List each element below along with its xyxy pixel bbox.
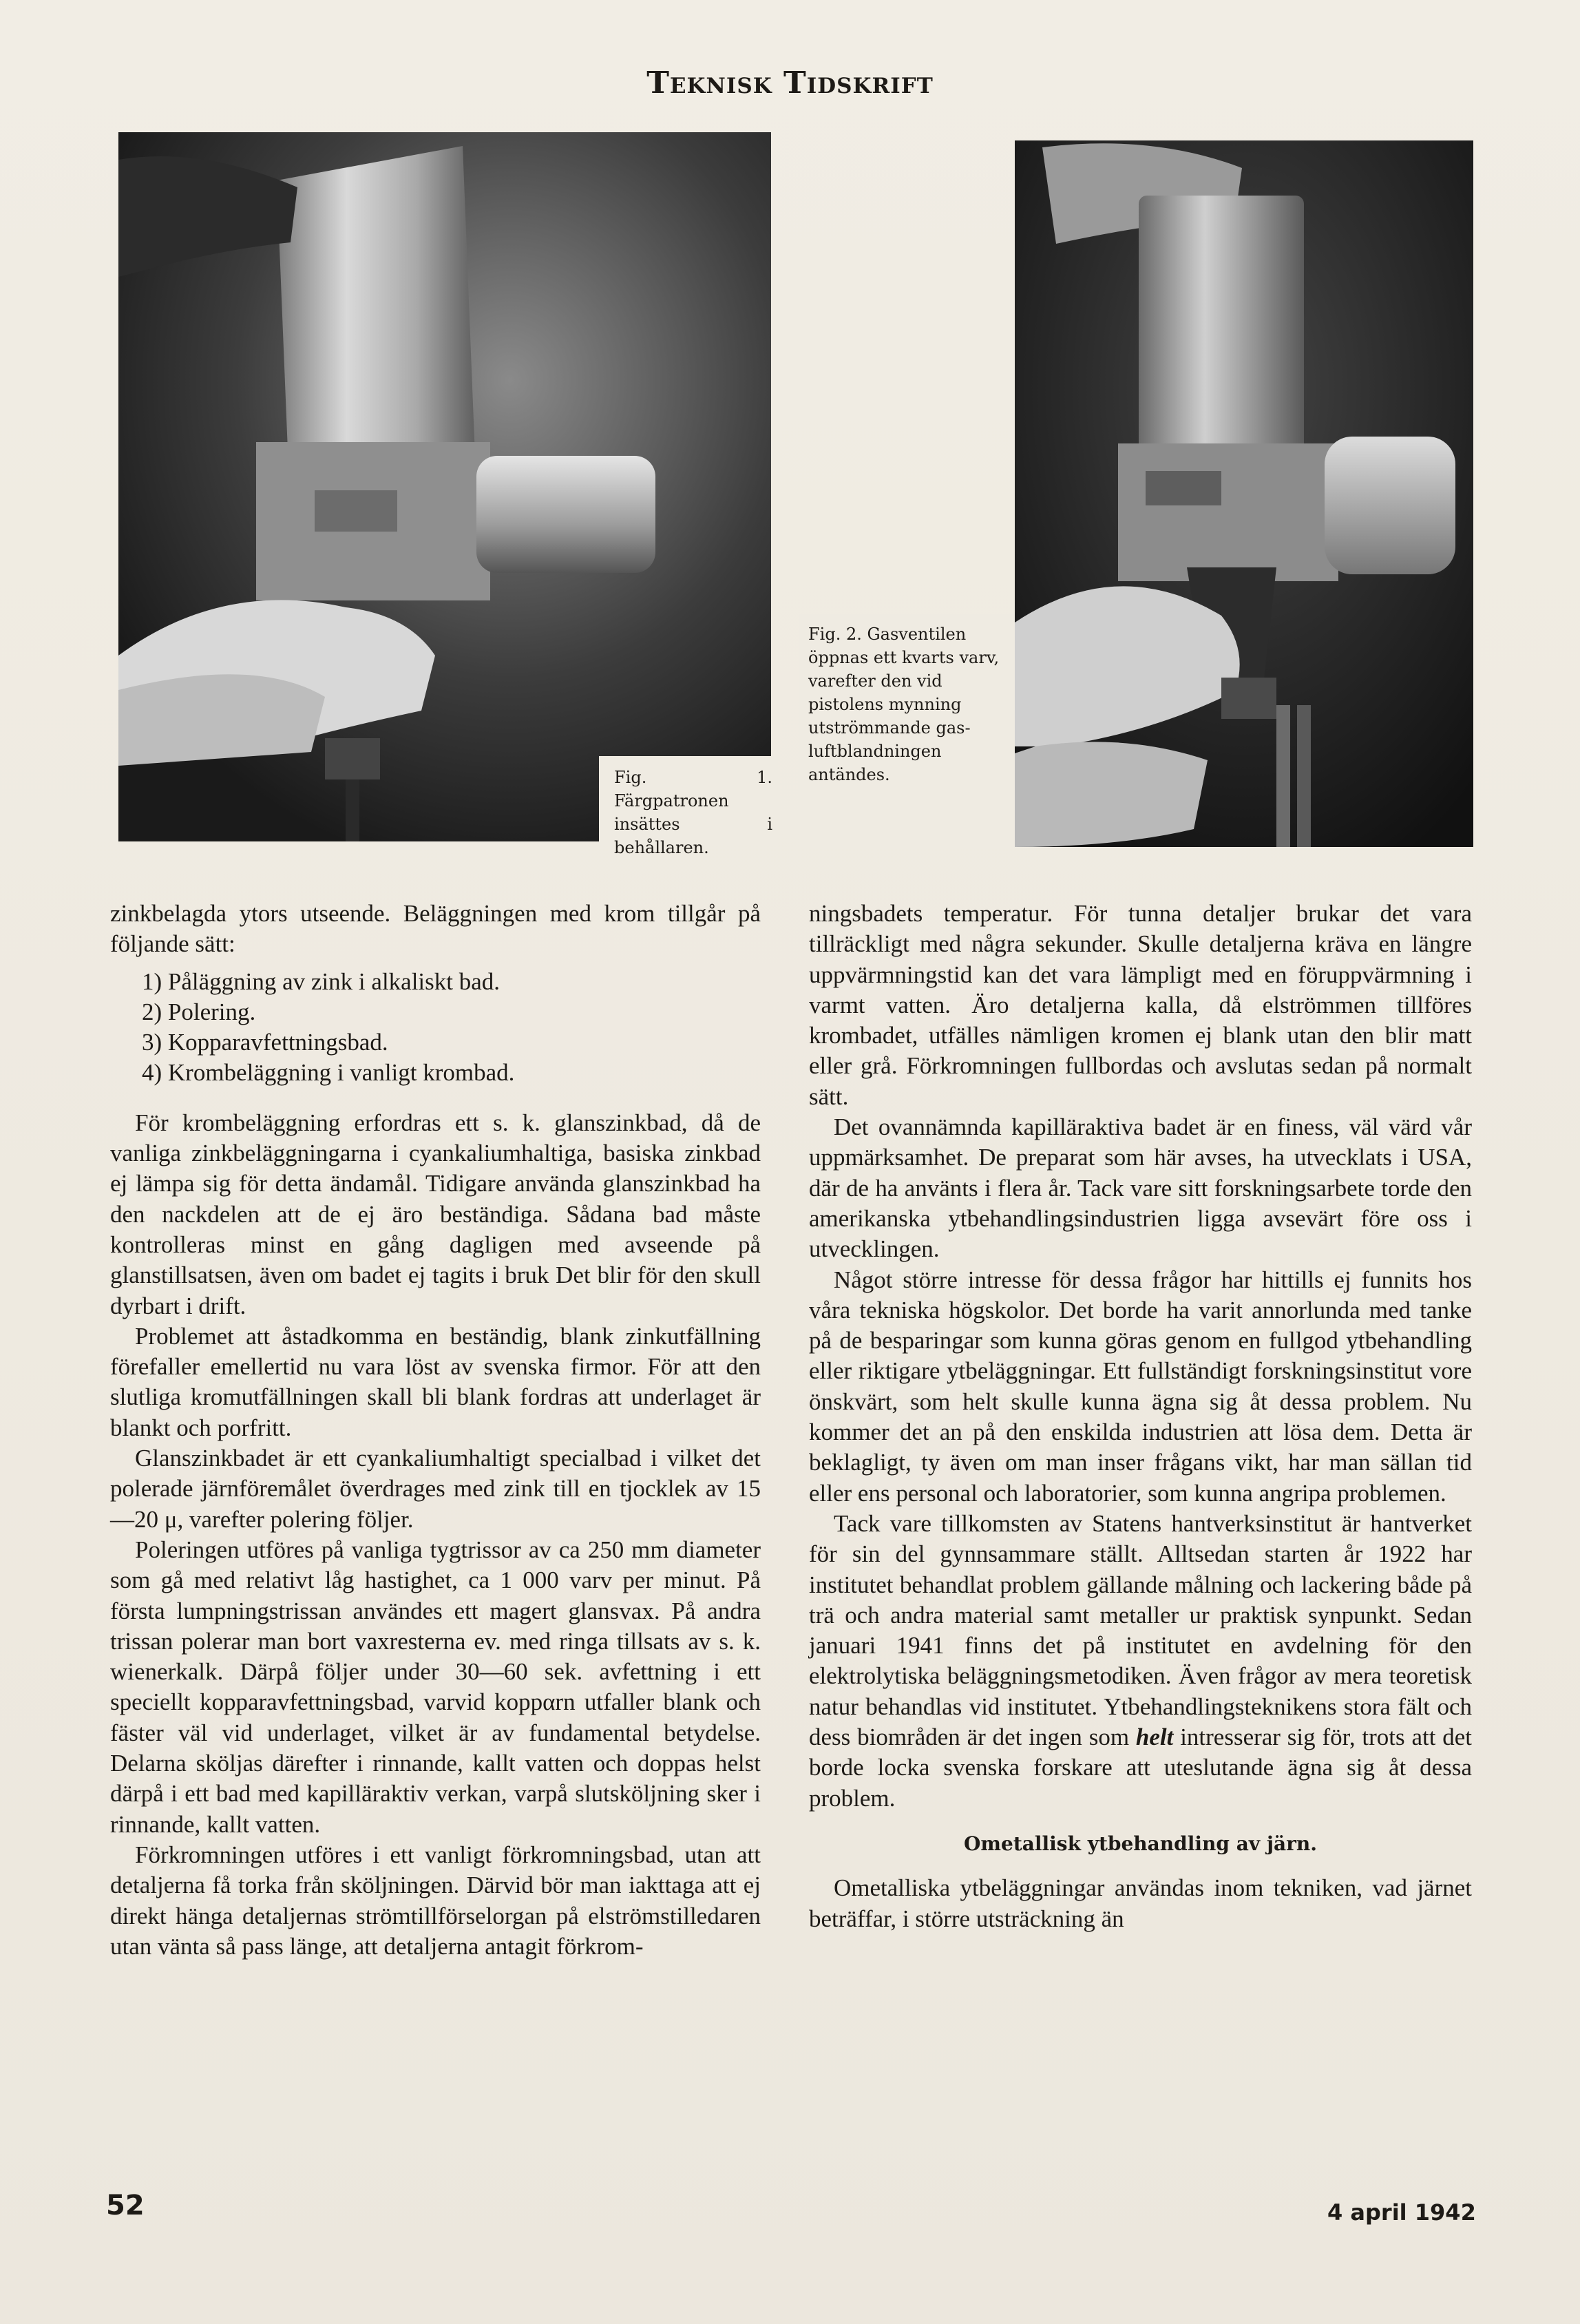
paragraph: För krombeläggning erfordras ett s. k. glanszinkbad, då de vanliga zinkbeläggningarna i cyankaliumhaltiga, basiska zinkbad ej lämpa sig för detta ändamål. Tidigare använda glanszinkbad ha den nackdelen att de ej äro beständiga. Sådana bad måste kontrolleras minst en gång dagligen med avseende på glanstillsatsen, även om badet ej tagits i bruk Det blir för den skull dyrbart i drift. [110,1109,761,1319]
list-item: 3) Kopparavfettningsbad. [142,1029,388,1056]
figure-2-caption: Fig. 2. Gasventilen öppnas ett kvarts varv, varefter den vid pistolens mynning utströmmande gas-luftblandningen antändes. [808,625,1000,784]
emphasis-word: helt [1135,1724,1174,1751]
list-item: 4) Krombeläggning i vanligt krombad. [142,1059,515,1087]
paragraph: Glanszinkbadet är ett cyankaliumhaltigt specialbad i vilket det polerade järnföremålet överdrages med zink till en tjocklek av 15—20 μ, varefter polering följer. [110,1445,761,1533]
masthead: Teknisk Tidskrift [646,65,934,101]
paragraph: Ometalliska ytbeläggningar användas inom tekniken, vad järnet beträffar, i större utsträckning än [809,1874,1472,1932]
paragraph: Poleringen utföres på vanliga tygtrissor av ca 250 mm diameter som gå med relativt låg hastighet, ca 1 000 varv per minut. På första lumpningstrissan användes ett magert glansvax. På andra trissan polerar man bort vaxresterna ev. med ringa tillsats av s. k. wienerkalk. Därpå följer under 30—60 sek. avfettning i ett speciellt kopparavfettningsbad, varvid koppαrn utfaller blank och fäster väl vid underlaget, vilket är av fundamental betydelse. Delarna sköljas därefter i rinnande, kallt vatten och doppas helst därpå i ett bad med kapilläraktiv verkan, varpå slutsköljning sker i rinnande, kallt vatten. [110,1536,761,1838]
paragraph: Något större intresse för dessa frågor har hittills ej funnits hos våra tekniska högskolor. Det borde ha varit annorlunda med tanke på de besparingar som kunna göras genom en fullgod ytbehandling eller riktigare ytbeläggningar. Ett fullständigt forskningsinstitut vore önskvärt, som helt skulle kunna ägna sig åt dessa problem. Nu kommer det an på den enskilda industrien att lösa dem. Detta är beklagligt, ty även om man inser frågans vikt, har man sällan tid eller ens personal och laboratorier, som kunna angripa problemen. [809,1266,1472,1507]
right-column [809,899,1472,1934]
paragraph: Problemet att åstadkomma en beständig, blank zinkutfällning förefaller emellertid nu vara löst av svenska firmor. För att den slutliga kromutfällningen skall bli blank fordras att underlaget är blankt och porfritt. [110,1322,761,1441]
paragraph: ningsbadets temperatur. För tunna detaljer brukar det vara tillräckligt med några sekunder. Skulle detaljerna kräva en längre uppvärmningstid kan det vara lämpligt med en föruppvärmning i varmt vatten. Äro detaljerna kalla, då elströmmen tillföres krombadet, utfälles nämligen kromen ej blank utan den blir matt eller grå. Förkromningen fullbordas och avslutas sedan på normalt sätt. [809,900,1472,1110]
paragraph: Förkromningen utföres i ett vanligt förkromningsbad, utan att detaljerna få torka från sköljningen. Därvid bör man iakttaga att ej direkt hänga detaljernas strömtillförselorgan på elströmstilledaren utan vänta så pass länge, att detaljerna antagit förkrom- [110,1841,761,1960]
section-heading: Ometallisk ytbehandling av järn. [963,1832,1317,1855]
figure-1-caption: Fig. 1. Färgpatronen insättes i behållaren. [614,768,772,857]
list-item: 2) Polering. [142,998,256,1025]
paragraph: zinkbelagda ytors utseende. Beläggningen med krom tillgår på följande sätt: [110,900,761,958]
figure-1-caption-area [599,756,778,857]
figure-1-photo [118,132,771,841]
issue-date: 4 april 1942 [1327,2199,1476,2226]
paragraph-text: intresserar sig för, trots att det borde locka svenska forskare att uteslutande ägna sig åt dessa problem. [809,1724,1473,1812]
paragraph-text: Tack vare tillkomsten av Statens hantverksinstitut är hantverket för sin del gynnsammare ställt. Alltsedan starten år 1922 har institutet behandlat problem gällande målning och lackering både på trä och andra material samt metaller ur praktisk synpunkt. Sedan januari 1941 finns det på institutet en avdelning för den elektrolytiska beläggningsmetodiken. Även frågor av mera teoretisk natur behandlas vid institutet. Ytbehandlingsteknikens stora fält och dess biområden är det ingen som [809,1509,1472,1751]
list-item: 1) Påläggning av zink i alkaliskt bad. [142,967,501,995]
left-column [110,899,761,1962]
paragraph [809,1509,1472,1814]
treatment-steps-list [110,967,761,1089]
page-number: 52 [106,2190,145,2221]
figure-2-caption-area [799,614,1015,848]
paragraph: Det ovannämnda kapilläraktiva badet är en finess, väl värd vår uppmärksamhet. De preparat som här avses, ha utvecklats i USA, där de ha använts i flera år. Tack vare sitt forskningsarbete torde den amerikanska ytbehandlingsindustrien ligga avsevärt före oss i utvecklingen. [809,1113,1472,1263]
figure-2-photo [1015,140,1473,847]
